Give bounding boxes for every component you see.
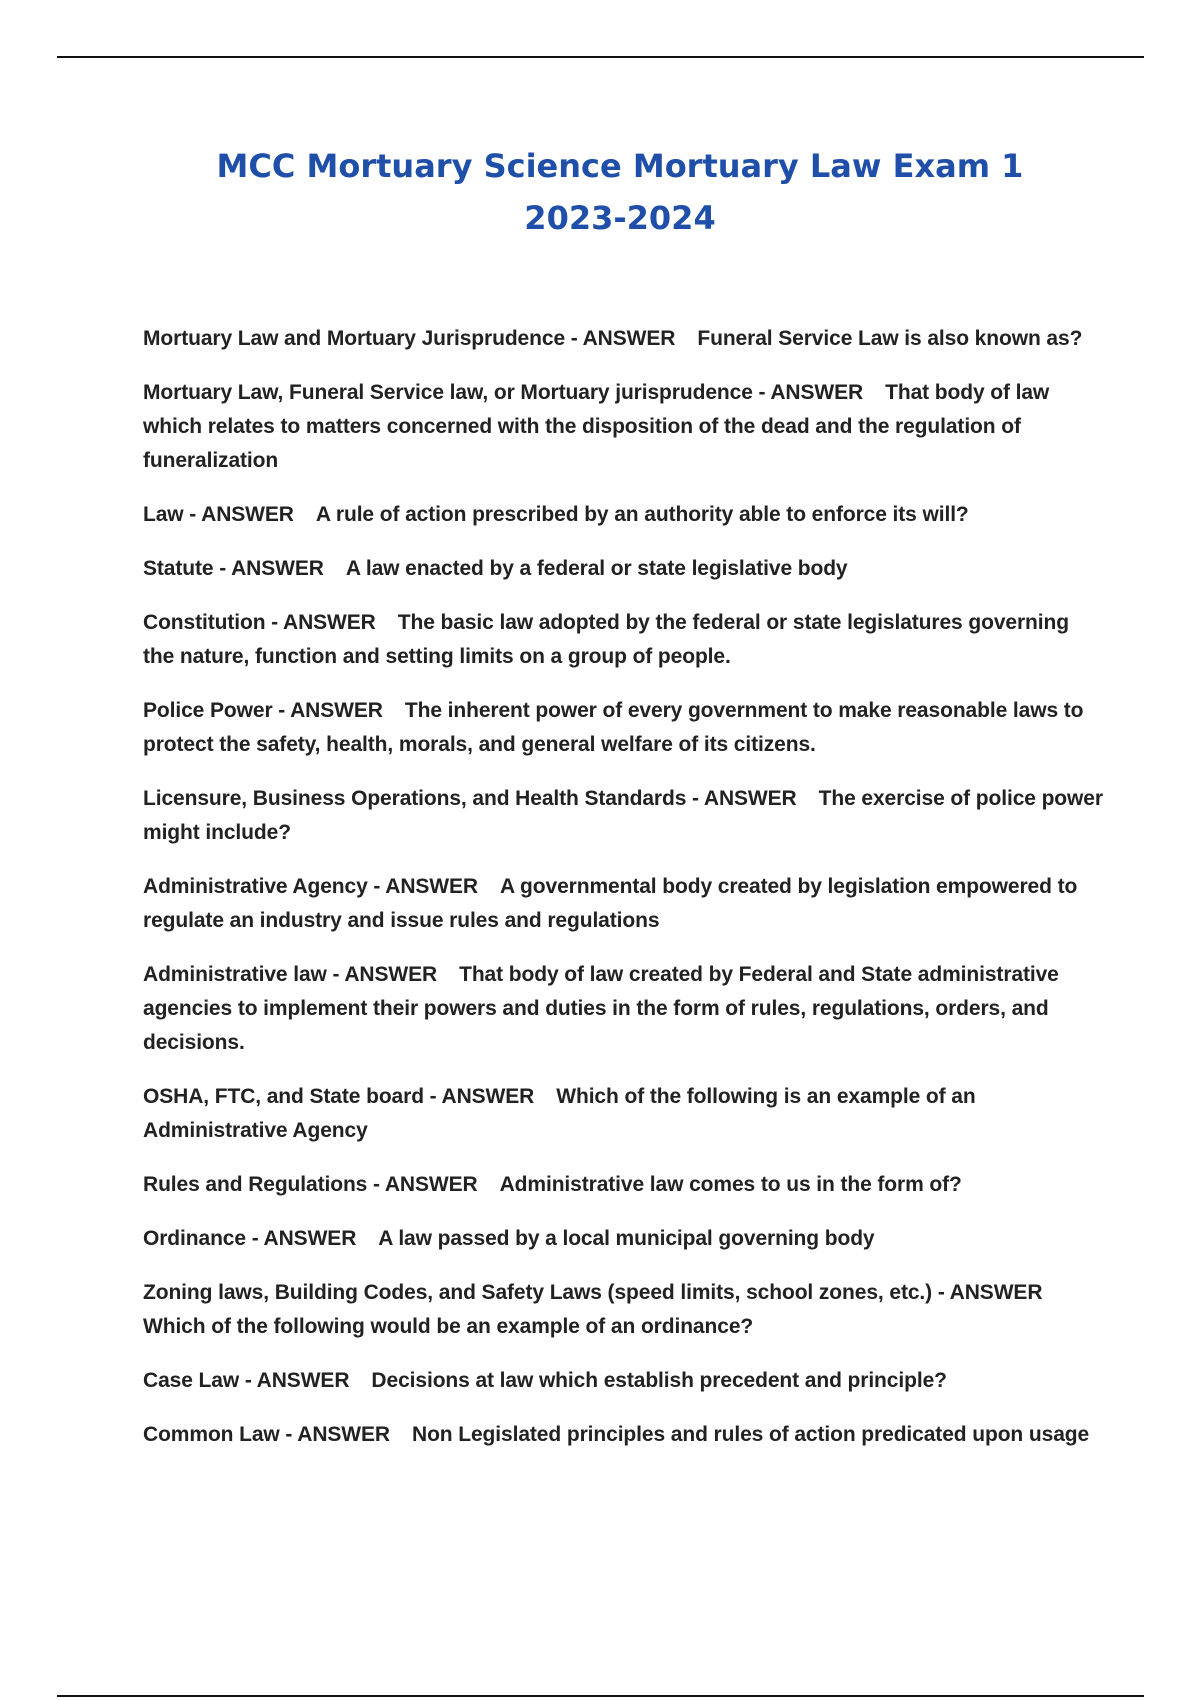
- qa-definition: That body of law which relates to matters concerned with the disposition of the dead and the regulation of funeralization: [143, 381, 1050, 472]
- top-divider: [57, 56, 1144, 58]
- list-item: [143, 606, 1103, 674]
- qa-term: Constitution: [143, 611, 266, 634]
- qa-term: Police Power: [143, 699, 273, 722]
- list-item: [143, 1364, 1103, 1398]
- bottom-divider: [57, 1695, 1144, 1697]
- qa-term: Ordinance: [143, 1227, 246, 1250]
- list-item: [143, 322, 1103, 356]
- answer-marker: - ANSWER: [183, 503, 294, 526]
- qa-definition: Funeral Service Law is also known as?: [697, 327, 1083, 350]
- list-item: [143, 782, 1103, 850]
- answer-marker: - ANSWER: [423, 1085, 535, 1108]
- qa-definition: That body of law created by Federal and State administrative agencies to implement their powers and duties in the form of rules, regulations, orders, and decisions.: [143, 963, 1059, 1054]
- qa-definition: The exercise of police power might include?: [143, 787, 1103, 844]
- qa-definition: Non Legislated principles and rules of action predicated upon usage: [412, 1423, 1090, 1446]
- qa-definition: Administrative law comes to us in the form of?: [499, 1173, 962, 1196]
- answer-marker: - ANSWER: [686, 787, 797, 810]
- qa-definition: The basic law adopted by the federal or state legislatures governing the nature, function and setting limits on a group of people.: [143, 611, 1069, 668]
- qa-definition: Decisions at law which establish precedent and principle?: [371, 1369, 947, 1392]
- qa-definition: Which of the following would be an example of an ordinance?: [143, 1315, 754, 1338]
- qa-definition: A rule of action prescribed by an authority able to enforce its will?: [315, 503, 969, 526]
- list-item: [143, 1418, 1103, 1452]
- list-item: [143, 958, 1103, 1060]
- list-item: [143, 498, 1103, 532]
- answer-marker: - ANSWER: [213, 557, 324, 580]
- document-title: [100, 140, 1140, 244]
- list-item: [143, 1222, 1103, 1256]
- qa-term: OSHA, FTC, and State board: [143, 1085, 424, 1108]
- answer-marker: - ANSWER: [932, 1281, 1043, 1304]
- qa-term: Zoning laws, Building Codes, and Safety Laws (speed limits, school zones, etc.): [143, 1281, 933, 1304]
- qa-term: Administrative law: [143, 963, 327, 986]
- list-item: [143, 1168, 1103, 1202]
- answer-marker: - ANSWER: [239, 1369, 350, 1392]
- answer-marker: - ANSWER: [245, 1227, 357, 1250]
- title-line-1: MCC Mortuary Science Mortuary Law Exam 1: [216, 147, 1024, 185]
- answer-marker: - ANSWER: [367, 875, 479, 898]
- qa-term: Rules and Regulations: [143, 1173, 368, 1196]
- answer-marker: - ANSWER: [326, 963, 438, 986]
- qa-definition: The inherent power of every government to make reasonable laws to protect the safety, health, morals, and general welfare of its citizens.: [143, 699, 1084, 756]
- qa-list: [143, 322, 1103, 1472]
- answer-marker: - ANSWER: [565, 327, 676, 350]
- list-item: [143, 870, 1103, 938]
- list-item: [143, 552, 1103, 586]
- answer-marker: - ANSWER: [752, 381, 864, 404]
- qa-term: Statute: [143, 557, 214, 580]
- list-item: [143, 1080, 1103, 1148]
- answer-marker: - ANSWER: [272, 699, 383, 722]
- answer-marker: - ANSWER: [367, 1173, 478, 1196]
- list-item: [143, 376, 1103, 478]
- qa-term: Case Law: [143, 1369, 240, 1392]
- list-item: [143, 1276, 1103, 1344]
- qa-term: Mortuary Law, Funeral Service law, or Mortuary jurisprudence: [143, 381, 753, 404]
- qa-term: Common Law: [143, 1423, 280, 1446]
- title-line-2: 2023-2024: [524, 199, 716, 237]
- qa-definition: A law passed by a local municipal governing body: [378, 1227, 875, 1250]
- qa-term: Licensure, Business Operations, and Health Standards: [143, 787, 687, 810]
- qa-term: Mortuary Law and Mortuary Jurisprudence: [143, 327, 566, 350]
- qa-term: Law: [143, 503, 184, 526]
- list-item: [143, 694, 1103, 762]
- answer-marker: - ANSWER: [279, 1423, 390, 1446]
- qa-definition: Which of the following is an example of an Administrative Agency: [143, 1085, 976, 1142]
- qa-term: Administrative Agency: [143, 875, 368, 898]
- qa-definition: A governmental body created by legislation empowered to regulate an industry and issue rules and regulations: [143, 875, 1078, 932]
- qa-definition: A law enacted by a federal or state legislative body: [345, 557, 848, 580]
- answer-marker: - ANSWER: [265, 611, 376, 634]
